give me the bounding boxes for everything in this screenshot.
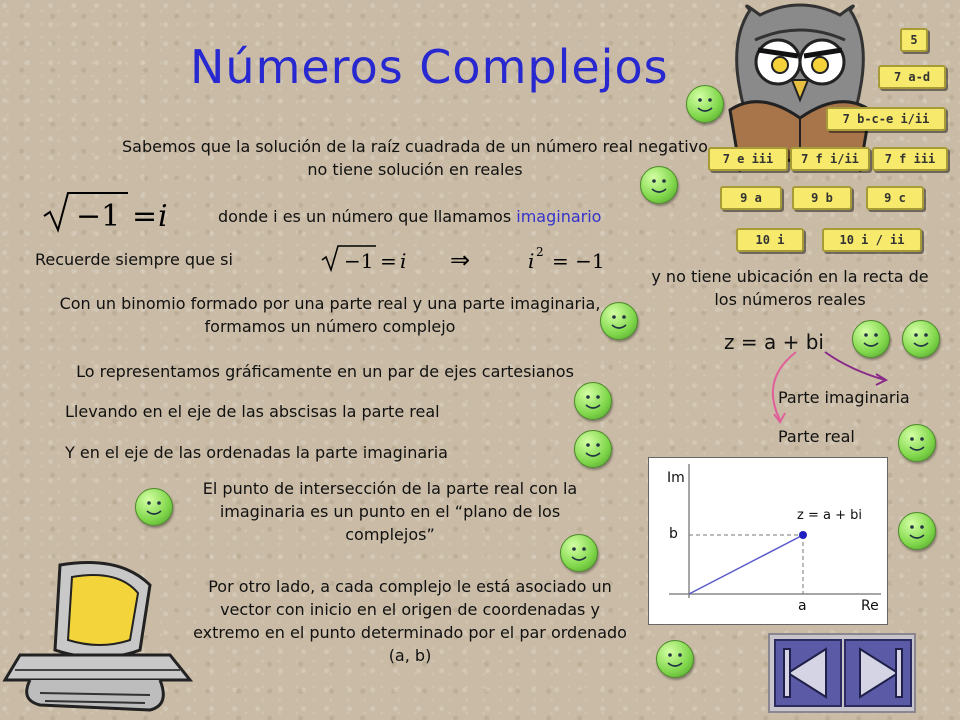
smiley-button[interactable] bbox=[574, 430, 612, 468]
text-ordenadas: Y en el eje de las ordenadas la parte imaginaria bbox=[65, 443, 448, 462]
smiley-button[interactable] bbox=[656, 640, 694, 678]
svg-text:= −1: = −1 bbox=[552, 249, 605, 273]
svg-text:−1: −1 bbox=[344, 249, 374, 273]
vector-line bbox=[689, 535, 803, 594]
nav-button-7f-i-ii[interactable]: 7 f i/ii bbox=[790, 147, 870, 171]
smiley-button[interactable] bbox=[574, 382, 612, 420]
svg-text:2: 2 bbox=[536, 245, 544, 259]
smiley-button[interactable] bbox=[135, 488, 173, 526]
text-vector: Por otro lado, a cada complejo le está asociado un vector con inicio en el origen de coordenadas y extremo en el punto determinado por el par ordenado (a, b) bbox=[193, 577, 627, 665]
smiley-button[interactable] bbox=[902, 320, 940, 358]
nav-button-7f-iii[interactable]: 7 f iii bbox=[872, 147, 948, 171]
text-imaginary-prefix: donde i es un número que llamamos bbox=[218, 207, 517, 226]
nav-button-9a[interactable]: 9 a bbox=[720, 186, 782, 210]
point-z bbox=[799, 531, 807, 539]
complex-plane-graph bbox=[648, 457, 888, 625]
smiley-button[interactable] bbox=[898, 512, 936, 550]
previous-page-button[interactable] bbox=[774, 639, 842, 707]
arrow-left-icon bbox=[776, 641, 840, 705]
label-parte-imaginaria: Parte imaginaria bbox=[778, 388, 910, 407]
svg-text:=: = bbox=[132, 199, 158, 234]
nav-button-10i[interactable]: 10 i bbox=[736, 228, 804, 252]
z-formula: z = a + bi bbox=[724, 330, 824, 354]
label-point-z: z = a + bi bbox=[797, 508, 862, 523]
formula-implication bbox=[320, 240, 620, 276]
svg-text:i: i bbox=[158, 199, 168, 234]
label-parte-real: Parte real bbox=[778, 427, 855, 446]
smiley-button[interactable] bbox=[852, 320, 890, 358]
svg-text:=: = bbox=[380, 249, 397, 273]
formula-sqrt-minus-one bbox=[40, 190, 180, 234]
computer-illustration bbox=[0, 555, 200, 720]
text-grafico: Lo representamos gráficamente en un par de ejes cartesianos bbox=[76, 362, 574, 381]
page-title: Números Complejos bbox=[190, 40, 669, 94]
nav-button-9b[interactable]: 9 b bbox=[792, 186, 852, 210]
page-navigation bbox=[768, 633, 916, 713]
nav-button-7b-c-e[interactable]: 7 b-c-e i/ii bbox=[826, 107, 946, 131]
text-interseccion: El punto de intersección de la parte real con la imaginaria es un punto en el “plano de los complejos” bbox=[202, 479, 578, 544]
smiley-button[interactable] bbox=[898, 424, 936, 462]
label-b: b bbox=[669, 526, 678, 542]
svg-text:−1: −1 bbox=[76, 199, 121, 234]
text-abscisas: Llevando en el eje de las abscisas la parte real bbox=[65, 402, 440, 421]
text-intro: Sabemos que la solución de la raíz cuadrada de un número real negativo no tiene solución en reales bbox=[122, 137, 708, 179]
nav-button-5[interactable]: 5 bbox=[900, 28, 928, 52]
svg-text:⇒: ⇒ bbox=[450, 246, 471, 274]
text-imaginary-def bbox=[218, 205, 688, 228]
label-re: Re bbox=[861, 598, 879, 614]
label-im: Im bbox=[667, 470, 685, 486]
svg-text:i: i bbox=[400, 249, 407, 273]
nav-button-10i-ii[interactable]: 10 i / ii bbox=[822, 228, 922, 252]
svg-text:i: i bbox=[528, 249, 535, 273]
arrow-right-icon bbox=[846, 641, 910, 705]
text-binomio: Con un binomio formado por una parte real y una parte imaginaria, formamos un número complejo bbox=[59, 294, 601, 336]
smiley-button[interactable] bbox=[600, 302, 638, 340]
word-imaginario: imaginario bbox=[516, 207, 602, 226]
smiley-button[interactable] bbox=[560, 534, 598, 572]
nav-button-9c[interactable]: 9 c bbox=[866, 186, 924, 210]
smiley-button[interactable] bbox=[640, 166, 678, 204]
label-a: a bbox=[798, 598, 807, 614]
text-no-ubicacion: y no tiene ubicación en la recta de los números reales bbox=[651, 267, 929, 309]
next-page-button[interactable] bbox=[844, 639, 912, 707]
nav-button-7e-iii[interactable]: 7 e iii bbox=[708, 147, 788, 171]
smiley-button[interactable] bbox=[686, 85, 724, 123]
text-recuerde: Recuerde siempre que si bbox=[35, 250, 233, 269]
nav-button-7a-d[interactable]: 7 a-d bbox=[878, 65, 946, 89]
